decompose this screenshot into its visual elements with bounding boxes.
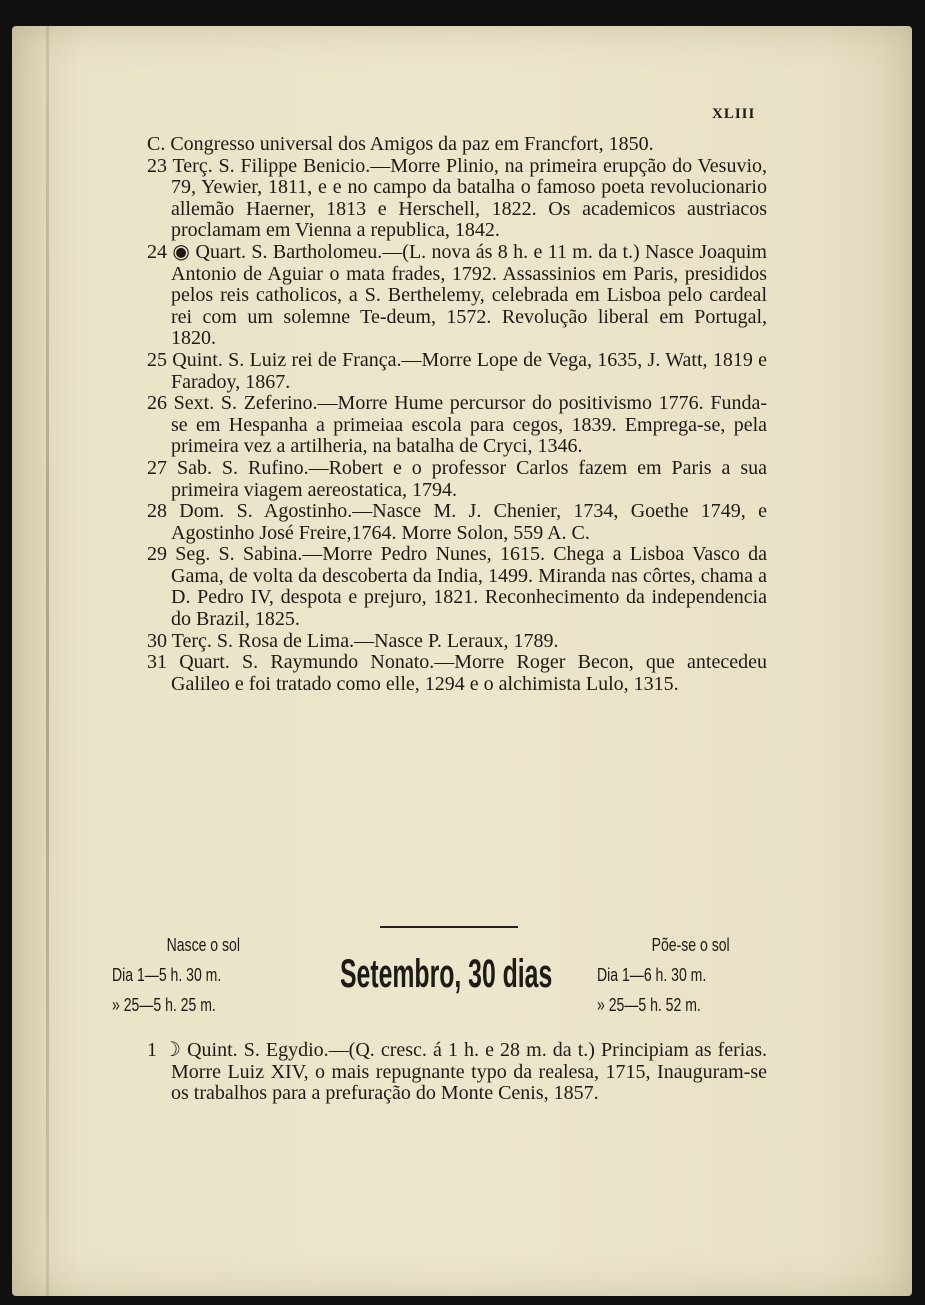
page-number: XLIII [712,106,756,122]
sunset-day-25: » 25—5 h. 52 m. [597,995,701,1015]
entry-25: 25 Quint. S. Luiz rei de França.—Morre Lope de Vega, 1635, J. Watt, 1819 e Faradoy, 1867. [147,348,767,393]
entry-31: 31 Quart. S. Raymundo Nonato.—Morre Roger Becon, que antecedeu Galileo e foi tratado como elle, 1294 e o alchimista Lulo, 1315. [147,651,767,695]
sunrise-day-1: Dia 1—5 h. 30 m. [112,965,222,985]
sunset-label: Põe-se o sol [651,935,730,955]
entry-29: 29 Seg. S. Sabina.—Morre Pedro Nunes, 1615. Chega a Lisboa Vasco da Gama, de volta da descoberta da India, 1499. Miranda nas côrtes, chama a D. Pedro IV, despota e prejuro, 1821. Reconhecimento da independencia do Brazil, 1825. [147,543,767,631]
sunset-block [597,930,730,1020]
sunrise-day-25: » 25—5 h. 25 m. [112,995,216,1015]
entry-24: 24 ◉ Quart. S. Bartholomeu.—(L. nova ás 8 h. e 11 m. da t.) Nasce Joaquim Antonio de Aguiar o mata frades, 1792. Assassinios em Paris, presididos pelos reis catholicos, a S. Berthelemy, celebrada em Lisboa pelo cardeal rei com um solemne Te-deum, 1572. Revolução liberal em Portugal, 1820. [147,240,767,350]
entry-30: 30 Terç. S. Rosa de Lima.—Nasce P. Leraux, 1789. [147,629,559,652]
month-title: Setembro, 30 dias [340,952,553,996]
entry-26: 26 Sext. S. Zeferino.—Morre Hume percursor do positivismo 1776. Funda-se em Hespanha a primeiaa escola para cegos, 1839. Emprega-se, pela primeira vez a artilheria, na batalha de Cryci, 1346. [147,392,767,458]
section-divider [380,926,518,928]
entry-23: 23 Terç. S. Filippe Benicio.—Morre Plinio, na primeira erupção do Vesuvio, 79, Yewier, 1811, e e no campo da batalha o famoso poeta revolucionario allemão Haerner, 1813 e Herschell, 1822. Os academicos austriacos proclamam em Vienna a republica, 1842. [147,154,767,242]
page-fold [46,26,49,1296]
sunrise-label: Nasce o sol [166,935,240,955]
sunrise-block [112,930,240,1020]
entry-sep-1: 1 ☽ Quint. S. Egydio.—(Q. cresc. á 1 h. e 28 m. da t.) Principiam as ferias. Morre Luiz XIV, o mais repugnante typo da realesa, 1715, Inauguram-se os trabalhos para a prefuração do Monte Cenis, 1857. [147,1039,767,1105]
entry-28: 28 Dom. S. Agostinho.—Nasce M. J. Chenier, 1734, Goethe 1749, e Agostinho José Freire,1764. Morre Solon, 559 A. C. [147,500,767,544]
august-entries [147,134,767,695]
entry-27: 27 Sab. S. Rufino.—Robert e o professor Carlos fazem em Paris a sua primeira viagem aereostatica, 1794. [147,456,767,501]
september-entries [147,1040,767,1105]
month-header [110,930,770,1020]
entry-c: C. Congresso universal dos Amigos da paz em Francfort, 1850. [147,133,654,155]
sunset-day-1: Dia 1—6 h. 30 m. [597,965,707,985]
